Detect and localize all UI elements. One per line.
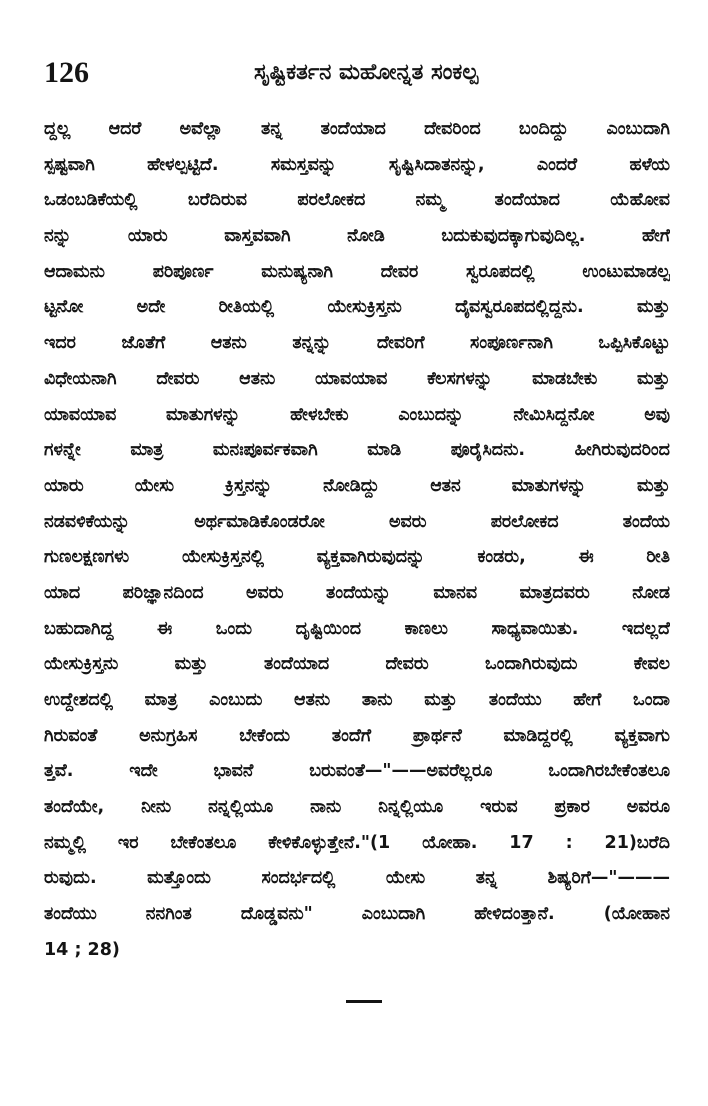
text-line: ಗಳನ್ನೇ ಮಾತ್ರ ಮನಃಪೂರ್ವಕವಾಗಿ ಮಾಡಿ ಪೂರೈಸಿದನು. ಹೀಗಿರುವುದರಿಂದ — [44, 440, 670, 461]
text-line: ನಡವಳಿಕೆಯನ್ನು ಅರ್ಥಮಾಡಿಕೊಂಡರೋ ಅವರು ಪರಲೋಕದ ತಂದೆಯ — [44, 511, 670, 532]
text-line: ಯೇಸುಕ್ರಿಸ್ತನು ಮತ್ತು ತಂದೆಯಾದ ದೇವರು ಒಂದಾಗಿರುವುದು ಕೇವಲ — [44, 654, 670, 675]
text-line: ಒಡಂಬಡಿಕೆಯಲ್ಲಿ ಬರೆದಿರುವ ಪರಲೋಕದ ನಮ್ಮ ತಂದೆಯಾದ ಯೆಹೋವ — [44, 190, 670, 211]
text-line: ಯಾರು ಯೇಸು ಕ್ರಿಸ್ತನನ್ನು ನೋಡಿದ್ದು ಆತನ ಮಾತುಗಳನ್ನು ಮತ್ತು — [44, 475, 670, 496]
text-line: ನಮ್ಮಲ್ಲಿ ಇರ ಬೇಕೆಂತಲೂ ಕೇಳಿಕೊಳ್ಳುತ್ತೇನೆ."(1 ಯೋಹಾ. 17 : 21)ಬರೆದಿ — [44, 832, 670, 853]
text-line: ಸ್ಪಷ್ಟವಾಗಿ ಹೇಳಲ್ಪಟ್ಟಿದೆ. ಸಮಸ್ತವನ್ನು ಸೃಷ್ಟಿಸಿದಾತನನ್ನು, ಎಂದರೆ ಹಳೆಯ — [44, 154, 670, 175]
text-line: ತ್ತವೆ. ಇದೇ ಭಾವನೆ ಬರುವಂತೆ—"——ಅವರೆಲ್ಲರೂ ಒಂದಾಗಿರಬೇಕೆಂತಲೂ — [44, 761, 670, 782]
text-line: ಬಹುದಾಗಿದ್ದ ಈ ಒಂದು ದೃಷ್ಟಿಯಿಂದ ಕಾಣಲು ಸಾಧ್ಯವಾಯಿತು. ಇದಲ್ಲದೆ — [44, 618, 670, 639]
text-line: ತಂದೆಯು ನನಗಿಂತ ದೊಡ್ಡವನು" ಎಂಬುದಾಗಿ ಹೇಳಿದಂತ್ತಾನೆ. (ಯೋಹಾನ — [44, 904, 670, 925]
body-text — [44, 112, 670, 969]
text-line: ನನ್ನು ಯಾರು ವಾಸ್ತವವಾಗಿ ನೋಡಿ ಬದುಕುವುದಕ್ಕಾಗುವುದಿಲ್ಲ. ಹೇಗೆ — [44, 226, 670, 247]
text-line: ಇದರ ಜೊತೆಗೆ ಆತನು ತನ್ನನ್ನು ದೇವರಿಗೆ ಸಂಪೂರ್ಣನಾಗಿ ಒಪ್ಪಿಸಿಕೊಟ್ಟು — [44, 333, 670, 354]
page-number: 126 — [44, 56, 89, 89]
text-line: ರುವುದು. ಮತ್ತೊಂದು ಸಂದರ್ಭದಲ್ಲಿ ಯೇಸು ತನ್ನ ಶಿಷ್ಯರಿಗೆ—"——— — [44, 868, 670, 889]
text-line: ಗಿರುವಂತೆ ಅನುಗ್ರಹಿಸ ಬೇಕೆಂದು ತಂದೆಗೆ ಪ್ರಾರ್ಥನೆ ಮಾಡಿದ್ದರಲ್ಲಿ ವ್ಯಕ್ತವಾಗು — [44, 725, 670, 746]
text-line: ಉದ್ದೇಶದಲ್ಲಿ ಮಾತ್ರ ಎಂಬುದು ಆತನು ತಾನು ಮತ್ತು ತಂದೆಯು ಹೇಗೆ ಒಂದಾ — [44, 690, 670, 710]
section-end-dash — [346, 1000, 382, 1003]
text-line: ವಿಧೇಯನಾಗಿ ದೇವರು ಆತನು ಯಾವಯಾವ ಕೆಲಸಗಳನ್ನು ಮಾಡಬೇಕು ಮತ್ತು — [44, 368, 670, 389]
text-line: 14 ; 28) — [44, 939, 120, 960]
text-line: ಟ್ಟನೋ ಅದೇ ರೀತಿಯಲ್ಲಿ ಯೇಸುಕ್ರಿಸ್ತನು ದೈವಸ್ವರೂಪದಲ್ಲಿದ್ದನು. ಮತ್ತು — [44, 297, 670, 318]
text-line: ಯಾದ ಪರಿಜ್ಞಾನದಿಂದ ಅವರು ತಂದೆಯನ್ನು ಮಾನವ ಮಾತ್ರದವರು ನೋಡ — [44, 582, 670, 603]
text-line: ತಂದೆಯೇ, ನೀನು ನನ್ನಲ್ಲಿಯೂ ನಾನು ನಿನ್ನಲ್ಲಿಯೂ ಇರುವ ಪ್ರಕಾರ ಅವರೂ — [44, 797, 670, 818]
text-line: ಗುಣಲಕ್ಷಣಗಳು ಯೇಸುಕ್ರಿಸ್ತನಲ್ಲಿ ವ್ಯಕ್ತವಾಗಿರುವುದನ್ನು ಕಂಡರು, ಈ ರೀತಿ — [44, 547, 670, 568]
text-line: ಆದಾಮನು ಪರಿಪೂರ್ಣ ಮನುಷ್ಯನಾಗಿ ದೇವರ ಸ್ವರೂಪದಲ್ಲಿ ಉಂಟುಮಾಡಲ್ಪ — [44, 261, 670, 282]
running-title: ಸೃಷ್ಟಿಕರ್ತನ ಮಹೋನ್ನತ ಸಂಕಲ್ಪ — [254, 60, 479, 85]
text-line: ದ್ದಲ್ಲ ಆದರೆ ಅವೆಲ್ಲಾ ತನ್ನ ತಂದೆಯಾದ ದೇವರಿಂದ ಬಂದಿದ್ದು ಎಂಬುದಾಗಿ — [44, 119, 670, 139]
text-line: ಯಾವಯಾವ ಮಾತುಗಳನ್ನು ಹೇಳಬೇಕು ಎಂಬುದನ್ನು ನೇಮಿಸಿದ್ದನೋ ಅವು — [44, 404, 670, 425]
page-header — [44, 52, 668, 96]
